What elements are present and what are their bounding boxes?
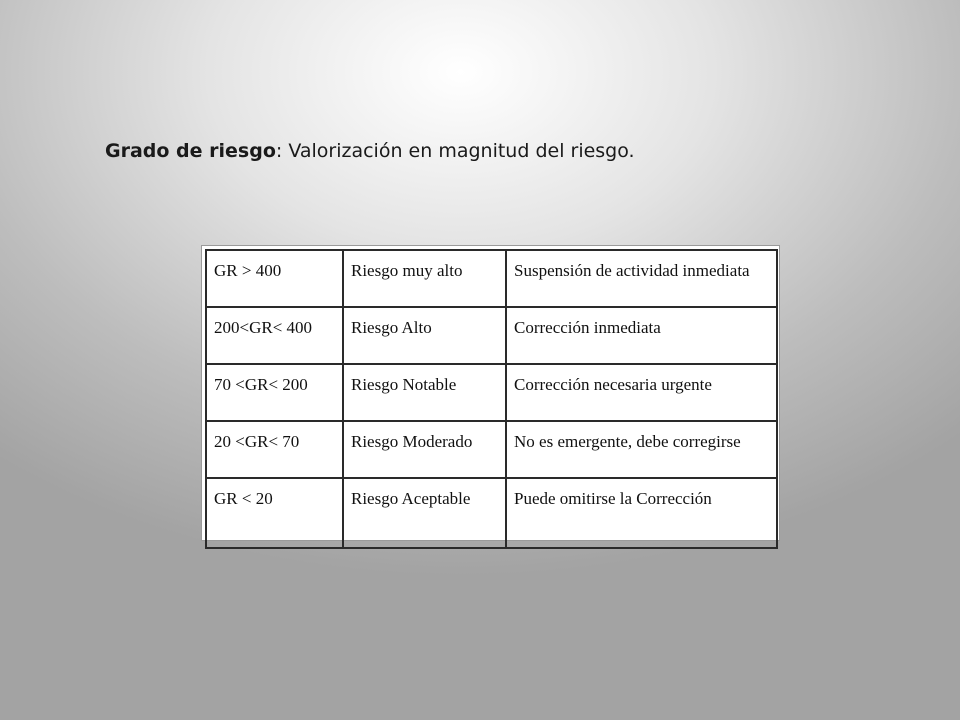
slide-heading — [105, 140, 635, 162]
action-cell: No es emergente, debe corregirse — [506, 421, 777, 478]
risk-level-table — [205, 249, 778, 549]
heading-term: Grado de riesgo — [105, 140, 276, 162]
action-cell: Suspensión de actividad inmediata — [506, 250, 777, 307]
range-cell: 70 <GR< 200 — [206, 364, 343, 421]
action-cell: Puede omitirse la Corrección — [506, 478, 777, 548]
level-cell: Riesgo muy alto — [343, 250, 506, 307]
level-cell: Riesgo Alto — [343, 307, 506, 364]
heading-definition: Valorización en magnitud del riesgo. — [282, 140, 635, 162]
heading-separator: : — [275, 140, 283, 162]
action-cell: Corrección necesaria urgente — [506, 364, 777, 421]
table-row — [206, 307, 777, 364]
level-cell: Riesgo Aceptable — [343, 478, 506, 548]
range-cell: GR > 400 — [206, 250, 343, 307]
range-cell: GR < 20 — [206, 478, 343, 548]
action-cell: Corrección inmediata — [506, 307, 777, 364]
range-cell: 20 <GR< 70 — [206, 421, 343, 478]
level-cell: Riesgo Moderado — [343, 421, 506, 478]
table-row — [206, 421, 777, 478]
table-row — [206, 478, 777, 548]
range-cell: 200<GR< 400 — [206, 307, 343, 364]
risk-table-image — [201, 245, 780, 541]
table-row — [206, 250, 777, 307]
table-row — [206, 364, 777, 421]
level-cell: Riesgo Notable — [343, 364, 506, 421]
